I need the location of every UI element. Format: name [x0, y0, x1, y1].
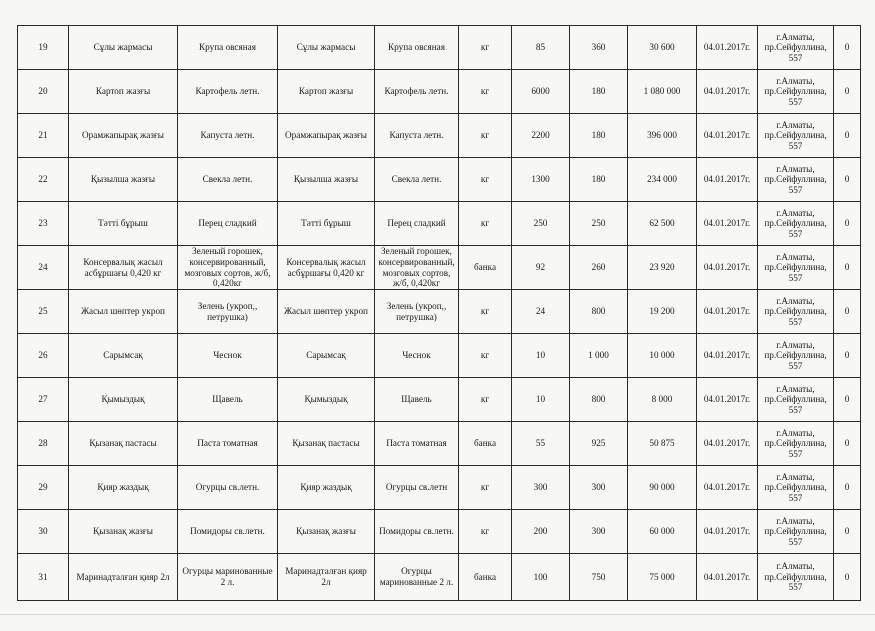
cell-price: 925	[570, 422, 628, 466]
cell-delivery-date: 04.01.2017г.	[697, 378, 758, 422]
table-row	[18, 202, 861, 246]
cell-row-number: 30	[18, 510, 69, 554]
cell-quantity: 250	[512, 202, 570, 246]
cell-sum: 62 500	[628, 202, 697, 246]
address-street: пр.Сейфуллина, 557	[764, 218, 827, 239]
address-city: г.Алматы,	[776, 75, 815, 86]
cell-name-kaz-2: Консервалық жасыл асбұршағы 0,420 кг	[278, 246, 375, 290]
cell-address	[758, 422, 834, 466]
table-row	[18, 378, 861, 422]
cell-delivery-date: 04.01.2017г.	[697, 26, 758, 70]
cell-unit: банка	[459, 554, 512, 601]
address-street: пр.Сейфуллина, 557	[764, 86, 827, 107]
cell-sum: 396 000	[628, 114, 697, 158]
cell-name-kaz: Қияр жаздық	[69, 466, 178, 510]
cell-delivery-date: 04.01.2017г.	[697, 334, 758, 378]
address-city: г.Алматы,	[776, 427, 815, 438]
cell-delivery-date: 04.01.2017г.	[697, 422, 758, 466]
cell-name-kaz-2: Сұлы жармасы	[278, 26, 375, 70]
cell-quantity: 10	[512, 378, 570, 422]
cell-price: 360	[570, 26, 628, 70]
address-city: г.Алматы,	[776, 251, 815, 262]
table-row	[18, 554, 861, 601]
cell-price: 800	[570, 290, 628, 334]
table-row	[18, 290, 861, 334]
cell-unit: кг	[459, 466, 512, 510]
cell-name-rus: Капуста летн.	[178, 114, 278, 158]
cell-name-rus: Щавель	[178, 378, 278, 422]
cell-delivery-date: 04.01.2017г.	[697, 466, 758, 510]
cell-sum: 234 000	[628, 158, 697, 202]
cell-row-number: 26	[18, 334, 69, 378]
cell-address	[758, 70, 834, 114]
cell-sum: 50 875	[628, 422, 697, 466]
cell-price: 180	[570, 70, 628, 114]
cell-last-value: 0	[834, 334, 861, 378]
cell-delivery-date: 04.01.2017г.	[697, 70, 758, 114]
address-city: г.Алматы,	[776, 515, 815, 526]
cell-price: 250	[570, 202, 628, 246]
cell-address	[758, 246, 834, 290]
cell-sum: 60 000	[628, 510, 697, 554]
cell-sum: 30 600	[628, 26, 697, 70]
cell-price: 180	[570, 158, 628, 202]
cell-last-value: 0	[834, 202, 861, 246]
cell-name-rus-2: Перец сладкий	[375, 202, 459, 246]
cell-address	[758, 466, 834, 510]
cell-name-kaz: Орамжапырақ жазғы	[69, 114, 178, 158]
cell-row-number: 28	[18, 422, 69, 466]
cell-name-rus-2: Свекла летн.	[375, 158, 459, 202]
cell-address	[758, 158, 834, 202]
cell-name-rus-2: Зелень (укроп,, петрушка)	[375, 290, 459, 334]
cell-name-kaz: Картоп жазғы	[69, 70, 178, 114]
cell-address	[758, 26, 834, 70]
cell-price: 1 000	[570, 334, 628, 378]
cell-name-kaz-2: Қызылша жазғы	[278, 158, 375, 202]
cell-name-kaz-2: Маринадталған қияр 2л	[278, 554, 375, 601]
cell-name-kaz-2: Жасыл шөптер укроп	[278, 290, 375, 334]
table-row	[18, 510, 861, 554]
cell-sum: 19 200	[628, 290, 697, 334]
cell-price: 800	[570, 378, 628, 422]
cell-name-kaz: Консервалық жасыл асбұршағы 0,420 кг	[69, 246, 178, 290]
cell-name-kaz: Қызанақ пастасы	[69, 422, 178, 466]
cell-name-rus-2: Чеснок	[375, 334, 459, 378]
address-street: пр.Сейфуллина, 557	[764, 394, 827, 415]
table-body	[18, 26, 861, 601]
cell-quantity: 100	[512, 554, 570, 601]
cell-name-rus-2: Зеленый горошек, консервированный, мозговых сортов, ж/б, 0,420кг	[375, 246, 459, 290]
cell-row-number: 27	[18, 378, 69, 422]
cell-quantity: 10	[512, 334, 570, 378]
address-city: г.Алматы,	[776, 295, 815, 306]
address-street: пр.Сейфуллина, 557	[764, 42, 827, 63]
cell-last-value: 0	[834, 246, 861, 290]
cell-unit: кг	[459, 114, 512, 158]
address-city: г.Алматы,	[776, 561, 815, 572]
cell-name-kaz: Сарымсақ	[69, 334, 178, 378]
cell-unit: кг	[459, 510, 512, 554]
cell-last-value: 0	[834, 26, 861, 70]
cell-name-rus: Крупа овсяная	[178, 26, 278, 70]
cell-delivery-date: 04.01.2017г.	[697, 554, 758, 601]
cell-name-kaz: Қызанақ жазғы	[69, 510, 178, 554]
cell-sum: 10 000	[628, 334, 697, 378]
cell-delivery-date: 04.01.2017г.	[697, 202, 758, 246]
cell-price: 300	[570, 510, 628, 554]
address-street: пр.Сейфуллина, 557	[764, 438, 827, 459]
cell-row-number: 20	[18, 70, 69, 114]
address-street: пр.Сейфуллина, 557	[764, 526, 827, 547]
cell-quantity: 2200	[512, 114, 570, 158]
cell-last-value: 0	[834, 70, 861, 114]
cell-name-rus: Картофель летн.	[178, 70, 278, 114]
cell-unit: кг	[459, 378, 512, 422]
cell-unit: кг	[459, 202, 512, 246]
cell-address	[758, 510, 834, 554]
cell-name-rus-2: Огурцы маринованные 2 л.	[375, 554, 459, 601]
address-city: г.Алматы,	[776, 383, 815, 394]
address-city: г.Алматы,	[776, 207, 815, 218]
goods-table	[17, 25, 861, 601]
table-row	[18, 334, 861, 378]
cell-name-kaz-2: Тәтті бұрыш	[278, 202, 375, 246]
cell-name-rus-2: Огурцы св.летн	[375, 466, 459, 510]
cell-row-number: 19	[18, 26, 69, 70]
table-row	[18, 466, 861, 510]
cell-delivery-date: 04.01.2017г.	[697, 510, 758, 554]
cell-quantity: 1300	[512, 158, 570, 202]
cell-name-kaz-2: Орамжапырақ жазғы	[278, 114, 375, 158]
cell-name-kaz-2: Қымыздық	[278, 378, 375, 422]
cell-name-kaz: Тәтті бұрыш	[69, 202, 178, 246]
cell-name-rus: Огурцы маринованные 2 л.	[178, 554, 278, 601]
table-row	[18, 422, 861, 466]
cell-name-kaz-2: Қызанақ жазғы	[278, 510, 375, 554]
cell-price: 180	[570, 114, 628, 158]
address-city: г.Алматы,	[776, 31, 815, 42]
cell-sum: 1 080 000	[628, 70, 697, 114]
cell-last-value: 0	[834, 290, 861, 334]
cell-row-number: 29	[18, 466, 69, 510]
cell-name-rus-2: Щавель	[375, 378, 459, 422]
table-row	[18, 158, 861, 202]
address-city: г.Алматы,	[776, 119, 815, 130]
cell-address	[758, 202, 834, 246]
address-street: пр.Сейфуллина, 557	[764, 350, 827, 371]
address-city: г.Алматы,	[776, 339, 815, 350]
cell-name-rus: Зеленый горошек, консервированный, мозговых сортов, ж/б, 0,420кг	[178, 246, 278, 290]
cell-quantity: 6000	[512, 70, 570, 114]
address-street: пр.Сейфуллина, 557	[764, 306, 827, 327]
cell-quantity: 200	[512, 510, 570, 554]
cell-name-rus: Огурцы св.летн.	[178, 466, 278, 510]
cell-last-value: 0	[834, 422, 861, 466]
cell-price: 750	[570, 554, 628, 601]
address-street: пр.Сейфуллина, 557	[764, 482, 827, 503]
cell-row-number: 21	[18, 114, 69, 158]
cell-price: 300	[570, 466, 628, 510]
cell-name-kaz-2: Қызанақ пастасы	[278, 422, 375, 466]
cell-name-rus-2: Картофель летн.	[375, 70, 459, 114]
cell-row-number: 23	[18, 202, 69, 246]
cell-address	[758, 554, 834, 601]
cell-delivery-date: 04.01.2017г.	[697, 246, 758, 290]
cell-unit: банка	[459, 246, 512, 290]
cell-last-value: 0	[834, 510, 861, 554]
cell-last-value: 0	[834, 554, 861, 601]
cell-name-kaz-2: Картоп жазғы	[278, 70, 375, 114]
cell-sum: 90 000	[628, 466, 697, 510]
cell-name-rus-2: Капуста летн.	[375, 114, 459, 158]
address-city: г.Алматы,	[776, 163, 815, 174]
cell-quantity: 55	[512, 422, 570, 466]
cell-unit: банка	[459, 422, 512, 466]
cell-row-number: 22	[18, 158, 69, 202]
cell-name-rus: Чеснок	[178, 334, 278, 378]
cell-name-kaz: Қымыздық	[69, 378, 178, 422]
cell-name-kaz: Сұлы жармасы	[69, 26, 178, 70]
address-street: пр.Сейфуллина, 557	[764, 130, 827, 151]
table-row	[18, 26, 861, 70]
cell-row-number: 31	[18, 554, 69, 601]
address-street: пр.Сейфуллина, 557	[764, 262, 827, 283]
cell-name-kaz-2: Сарымсақ	[278, 334, 375, 378]
cell-last-value: 0	[834, 158, 861, 202]
cell-row-number: 24	[18, 246, 69, 290]
cell-name-rus: Свекла летн.	[178, 158, 278, 202]
cell-sum: 8 000	[628, 378, 697, 422]
cell-name-rus: Перец сладкий	[178, 202, 278, 246]
cell-last-value: 0	[834, 114, 861, 158]
cell-name-rus: Паста томатная	[178, 422, 278, 466]
cell-quantity: 300	[512, 466, 570, 510]
cell-name-rus: Помидоры св.летн.	[178, 510, 278, 554]
cell-delivery-date: 04.01.2017г.	[697, 158, 758, 202]
cell-delivery-date: 04.01.2017г.	[697, 114, 758, 158]
address-street: пр.Сейфуллина, 557	[764, 571, 827, 593]
cell-name-rus: Зелень (укроп,, петрушка)	[178, 290, 278, 334]
cell-sum: 75 000	[628, 554, 697, 601]
cell-unit: кг	[459, 70, 512, 114]
cell-quantity: 92	[512, 246, 570, 290]
table-row	[18, 114, 861, 158]
cell-row-number: 25	[18, 290, 69, 334]
cell-name-kaz: Маринадталған қияр 2л	[69, 554, 178, 601]
cell-name-rus-2: Паста томатная	[375, 422, 459, 466]
cell-name-kaz: Қызылша жазғы	[69, 158, 178, 202]
cell-price: 260	[570, 246, 628, 290]
cell-name-rus-2: Помидоры св.летн.	[375, 510, 459, 554]
cell-last-value: 0	[834, 378, 861, 422]
table-row	[18, 246, 861, 290]
cell-address	[758, 114, 834, 158]
cell-unit: кг	[459, 26, 512, 70]
cell-unit: кг	[459, 158, 512, 202]
cell-address	[758, 290, 834, 334]
address-street: пр.Сейфуллина, 557	[764, 174, 827, 195]
address-city: г.Алматы,	[776, 471, 815, 482]
cell-name-kaz-2: Қияр жаздық	[278, 466, 375, 510]
cell-quantity: 85	[512, 26, 570, 70]
page-bottom-edge	[0, 614, 875, 615]
cell-last-value: 0	[834, 466, 861, 510]
cell-address	[758, 334, 834, 378]
cell-quantity: 24	[512, 290, 570, 334]
cell-unit: кг	[459, 334, 512, 378]
cell-unit: кг	[459, 290, 512, 334]
cell-name-rus-2: Крупа овсяная	[375, 26, 459, 70]
cell-address	[758, 378, 834, 422]
cell-sum: 23 920	[628, 246, 697, 290]
cell-name-kaz: Жасыл шөптер укроп	[69, 290, 178, 334]
cell-delivery-date: 04.01.2017г.	[697, 290, 758, 334]
table-row	[18, 70, 861, 114]
